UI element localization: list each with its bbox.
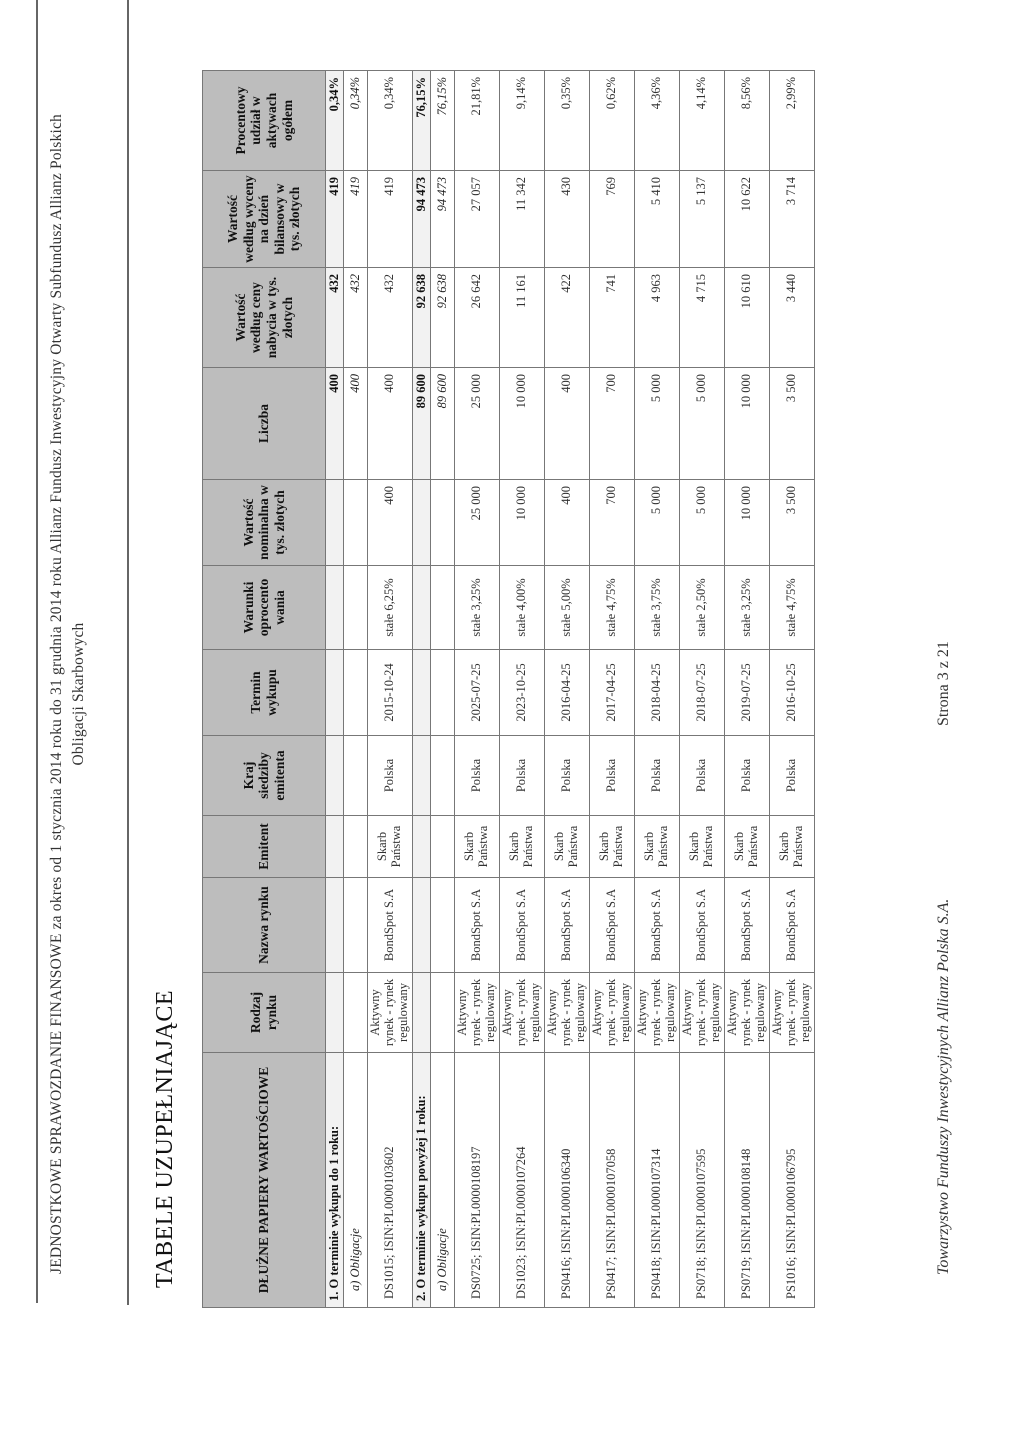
valuation-cell: 419 (344, 171, 368, 268)
country-cell: Polska (680, 736, 725, 816)
count-cell: 89 600 (431, 368, 455, 480)
count-cell: 5 000 (680, 368, 725, 480)
issuer-cell: Skarb Państwa (455, 816, 500, 878)
top-rule (36, 0, 38, 1303)
valuation-cell: 430 (545, 171, 590, 268)
security-name-cell: PS0417; ISIN:PL0000107058 (590, 1053, 635, 1308)
share-cell: 21,81% (455, 71, 500, 171)
market-name-cell: BondSpot S.A (545, 878, 590, 973)
interest-cell (344, 566, 368, 650)
count-cell: 700 (590, 368, 635, 480)
market-type-cell: Aktywny rynek - rynek regulowany (635, 973, 680, 1053)
maturity-cell (326, 650, 344, 736)
maturity-cell: 2017-04-25 (590, 650, 635, 736)
market-name-cell: BondSpot S.A (770, 878, 815, 973)
security-name-cell: a) Obligacje (431, 1053, 455, 1308)
share-cell: 0,34% (368, 71, 413, 171)
report-header-line1: JEDNOSTKOWE SPRAWOZDANIE FINANSOWE za okres od 1 stycznia 2014 roku do 31 grudnia 2014 roku Allianz Fundusz Inwestycyjny Otwarty Subfundusz Allianz Polskich (48, 113, 65, 1275)
count-cell: 89 600 (413, 368, 431, 480)
valuation-cell: 769 (590, 171, 635, 268)
count-cell: 5 000 (635, 368, 680, 480)
cost-cell: 422 (545, 268, 590, 368)
table-row (680, 71, 725, 1308)
nominal-cell (413, 480, 431, 566)
page-number: Strona 3 z 21 (935, 641, 952, 726)
table-row (368, 71, 413, 1308)
footer-company: Towarzystwo Funduszy Inwestycyjnych Allianz Polska S.A. (935, 898, 952, 1275)
valuation-cell: 3 714 (770, 171, 815, 268)
market-type-cell: Aktywny rynek - rynek regulowany (545, 973, 590, 1053)
issuer-cell: Skarb Państwa (590, 816, 635, 878)
cost-cell: 11 161 (500, 268, 545, 368)
market-type-cell: Aktywny rynek - rynek regulowany (770, 973, 815, 1053)
issuer-cell (326, 816, 344, 878)
cost-cell: 92 638 (431, 268, 455, 368)
report-header-line2: Obligacji Skarbowych (70, 622, 87, 766)
nominal-cell: 400 (368, 480, 413, 566)
valuation-cell: 10 622 (725, 171, 770, 268)
interest-cell (431, 566, 455, 650)
col-market-name-header: Nazwa rynku (203, 878, 326, 973)
cost-cell: 432 (344, 268, 368, 368)
issuer-cell (413, 816, 431, 878)
interest-cell: stałe 4,00% (500, 566, 545, 650)
cost-cell: 10 610 (725, 268, 770, 368)
share-cell: 76,15% (431, 71, 455, 171)
maturity-cell: 2025-07-25 (455, 650, 500, 736)
subsection-row (344, 71, 368, 1308)
security-name-cell: PS1016; ISIN:PL0000106795 (770, 1053, 815, 1308)
market-type-cell: Aktywny rynek - rynek regulowany (455, 973, 500, 1053)
market-type-cell (413, 973, 431, 1053)
market-name-cell: BondSpot S.A (680, 878, 725, 973)
table-row (770, 71, 815, 1308)
table-row (635, 71, 680, 1308)
count-cell: 3 500 (770, 368, 815, 480)
maturity-cell: 2019-07-25 (725, 650, 770, 736)
nominal-cell: 700 (590, 480, 635, 566)
cost-cell: 3 440 (770, 268, 815, 368)
valuation-cell: 419 (368, 171, 413, 268)
col-share-header: Procentowy udział w aktywach ogółem (203, 71, 326, 171)
country-cell: Polska (368, 736, 413, 816)
maturity-cell: 2015-10-24 (368, 650, 413, 736)
share-cell: 76,15% (413, 71, 431, 171)
valuation-cell: 94 473 (431, 171, 455, 268)
section-row (326, 71, 344, 1308)
share-cell: 2,99% (770, 71, 815, 171)
cost-cell: 432 (326, 268, 344, 368)
security-name-cell: PS0418; ISIN:PL0000107314 (635, 1053, 680, 1308)
security-name-cell: PS0718; ISIN:PL0000107595 (680, 1053, 725, 1308)
valuation-cell: 5 137 (680, 171, 725, 268)
market-type-cell: Aktywny rynek - rynek regulowany (590, 973, 635, 1053)
country-cell: Polska (500, 736, 545, 816)
interest-cell (413, 566, 431, 650)
maturity-cell: 2018-04-25 (635, 650, 680, 736)
table-row (545, 71, 590, 1308)
market-name-cell: BondSpot S.A (590, 878, 635, 973)
share-cell: 9,14% (500, 71, 545, 171)
col-cost-header: Wartość według ceny nabycia w tys. złotych (203, 268, 326, 368)
nominal-cell (431, 480, 455, 566)
maturity-cell (431, 650, 455, 736)
security-name-cell: PS0416; ISIN:PL0000106340 (545, 1053, 590, 1308)
country-cell (431, 736, 455, 816)
count-cell: 400 (344, 368, 368, 480)
market-type-cell (431, 973, 455, 1053)
count-cell: 400 (545, 368, 590, 480)
cost-cell: 26 642 (455, 268, 500, 368)
col-interest-header: Warunki oprocento wania (203, 566, 326, 650)
issuer-cell: Skarb Państwa (770, 816, 815, 878)
nominal-cell: 10 000 (725, 480, 770, 566)
country-cell (326, 736, 344, 816)
securities-table (202, 70, 815, 1308)
nominal-cell (344, 480, 368, 566)
market-type-cell: Aktywny rynek - rynek regulowany (725, 973, 770, 1053)
market-type-cell (344, 973, 368, 1053)
interest-cell: stałe 3,25% (725, 566, 770, 650)
table-row (590, 71, 635, 1308)
nominal-cell: 10 000 (500, 480, 545, 566)
market-name-cell (431, 878, 455, 973)
nominal-cell: 5 000 (635, 480, 680, 566)
market-type-cell: Aktywny rynek - rynek regulowany (680, 973, 725, 1053)
maturity-cell: 2016-10-25 (770, 650, 815, 736)
market-name-cell: BondSpot S.A (368, 878, 413, 973)
security-name-cell: PS0719; ISIN:PL0000108148 (725, 1053, 770, 1308)
security-name-cell: DS1023; ISIN:PL0000107264 (500, 1053, 545, 1308)
count-cell: 400 (368, 368, 413, 480)
issuer-cell (344, 816, 368, 878)
valuation-cell: 5 410 (635, 171, 680, 268)
issuer-cell: Skarb Państwa (725, 816, 770, 878)
country-cell: Polska (725, 736, 770, 816)
interest-cell: stałe 4,75% (590, 566, 635, 650)
market-type-cell (326, 973, 344, 1053)
nominal-cell (326, 480, 344, 566)
issuer-cell (431, 816, 455, 878)
table-row (455, 71, 500, 1308)
valuation-cell: 419 (326, 171, 344, 268)
maturity-cell: 2018-07-25 (680, 650, 725, 736)
maturity-cell: 2016-04-25 (545, 650, 590, 736)
country-cell (413, 736, 431, 816)
market-name-cell: BondSpot S.A (455, 878, 500, 973)
maturity-cell (344, 650, 368, 736)
col-securities-header: DŁUŻNE PAPIERY WARTOŚCIOWE (203, 1053, 326, 1308)
header-rule (127, 0, 129, 1305)
issuer-cell: Skarb Państwa (545, 816, 590, 878)
section-title: TABELE UZUPEŁNIAJĄCE (152, 989, 178, 1288)
market-name-cell: BondSpot S.A (635, 878, 680, 973)
market-type-cell: Aktywny rynek - rynek regulowany (368, 973, 413, 1053)
count-cell: 10 000 (500, 368, 545, 480)
interest-cell: stałe 2,50% (680, 566, 725, 650)
nominal-cell: 400 (545, 480, 590, 566)
issuer-cell: Skarb Państwa (500, 816, 545, 878)
nominal-cell: 5 000 (680, 480, 725, 566)
cost-cell: 741 (590, 268, 635, 368)
market-name-cell: BondSpot S.A (500, 878, 545, 973)
market-type-cell: Aktywny rynek - rynek regulowany (500, 973, 545, 1053)
col-market-type-header: Rodzaj rynku (203, 973, 326, 1053)
security-name-cell: DS1015; ISIN:PL0000103602 (368, 1053, 413, 1308)
nominal-cell: 25 000 (455, 480, 500, 566)
cost-cell: 4 715 (680, 268, 725, 368)
country-cell: Polska (590, 736, 635, 816)
valuation-cell: 27 057 (455, 171, 500, 268)
share-cell: 0,62% (590, 71, 635, 171)
col-issuer-header: Emitent (203, 816, 326, 878)
section-row (413, 71, 431, 1308)
cost-cell: 432 (368, 268, 413, 368)
table-body (326, 71, 815, 1308)
market-name-cell (413, 878, 431, 973)
count-cell: 10 000 (725, 368, 770, 480)
market-name-cell (344, 878, 368, 973)
table-row (500, 71, 545, 1308)
interest-cell (326, 566, 344, 650)
issuer-cell: Skarb Państwa (635, 816, 680, 878)
cost-cell: 92 638 (413, 268, 431, 368)
market-name-cell (326, 878, 344, 973)
share-cell: 8,56% (725, 71, 770, 171)
market-name-cell: BondSpot S.A (725, 878, 770, 973)
count-cell: 400 (326, 368, 344, 480)
nominal-cell: 3 500 (770, 480, 815, 566)
security-name-cell: a) Obligacje (344, 1053, 368, 1308)
issuer-cell: Skarb Państwa (680, 816, 725, 878)
table-row (725, 71, 770, 1308)
share-cell: 4,36% (635, 71, 680, 171)
share-cell: 0,35% (545, 71, 590, 171)
share-cell: 0,34% (326, 71, 344, 171)
security-name-cell: 2. O terminie wykupu powyżej 1 roku: (413, 1053, 431, 1308)
col-nominal-header: Wartość nominalna w tys. złotych (203, 480, 326, 566)
count-cell: 25 000 (455, 368, 500, 480)
table-header-row (203, 71, 326, 1308)
interest-cell: stałe 4,75% (770, 566, 815, 650)
interest-cell: stałe 5,00% (545, 566, 590, 650)
subsection-row (431, 71, 455, 1308)
maturity-cell (413, 650, 431, 736)
country-cell (344, 736, 368, 816)
country-cell: Polska (635, 736, 680, 816)
interest-cell: stałe 6,25% (368, 566, 413, 650)
col-count-header: Liczba (203, 368, 326, 480)
issuer-cell: Skarb Państwa (368, 816, 413, 878)
security-name-cell: 1. O terminie wykupu do 1 roku: (326, 1053, 344, 1308)
cost-cell: 4 963 (635, 268, 680, 368)
col-maturity-header: Termin wykupu (203, 650, 326, 736)
maturity-cell: 2023-10-25 (500, 650, 545, 736)
country-cell: Polska (770, 736, 815, 816)
country-cell: Polska (455, 736, 500, 816)
country-cell: Polska (545, 736, 590, 816)
valuation-cell: 11 342 (500, 171, 545, 268)
interest-cell: stałe 3,75% (635, 566, 680, 650)
col-valuation-header: Wartość według wyceny na dzień bilansowy w tys. złotych (203, 171, 326, 268)
share-cell: 0,34% (344, 71, 368, 171)
col-country-header: Kraj siedziby emitenta (203, 736, 326, 816)
valuation-cell: 94 473 (413, 171, 431, 268)
security-name-cell: DS0725; ISIN:PL0000108197 (455, 1053, 500, 1308)
interest-cell: stałe 3,25% (455, 566, 500, 650)
share-cell: 4,14% (680, 71, 725, 171)
